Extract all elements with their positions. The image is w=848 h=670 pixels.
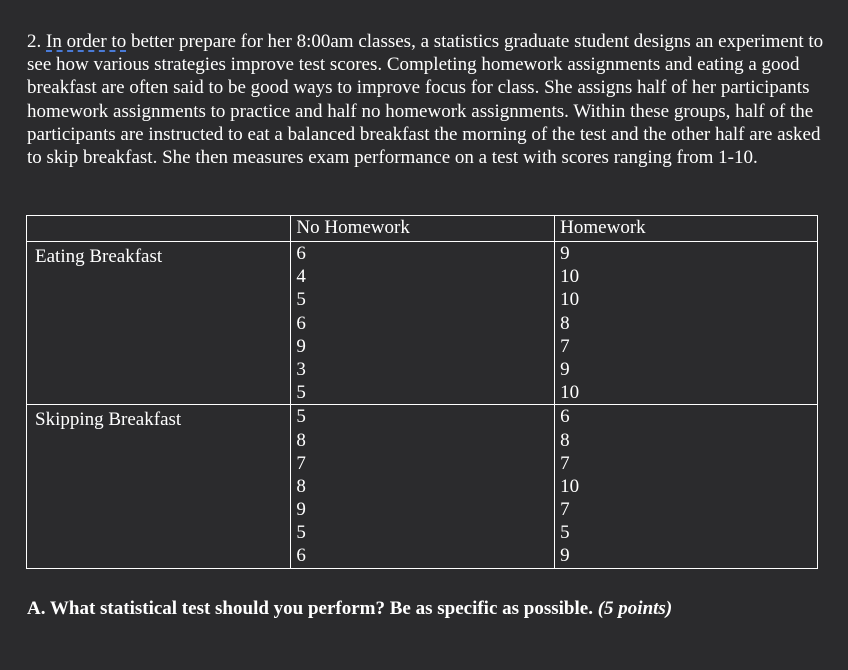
- part-a-text: A. What statistical test should you perform? Be as specific as possible.: [27, 598, 593, 619]
- cell-skipping-no-homework: [291, 405, 555, 568]
- score-value: 6: [296, 312, 306, 334]
- score-value: 10: [560, 289, 580, 311]
- score-value: 5: [296, 289, 306, 311]
- part-a-points: (5 points): [597, 598, 673, 619]
- score-value: 3: [296, 358, 306, 380]
- score-value: 6: [296, 545, 306, 567]
- score-value: 9: [560, 545, 570, 567]
- score-value: 8: [296, 475, 306, 497]
- row-label-skipping-breakfast: Skipping Breakfast: [27, 405, 291, 568]
- score-value: 10: [560, 382, 580, 404]
- score-value: 6: [560, 406, 570, 428]
- table-header-no-homework: No Homework: [291, 216, 555, 242]
- score-value: 7: [296, 452, 306, 474]
- score-value: 5: [296, 522, 306, 544]
- table-header-row: [27, 216, 818, 242]
- score-value: 9: [296, 499, 306, 521]
- cell-eating-no-homework: [291, 242, 555, 405]
- score-value: 4: [296, 266, 306, 288]
- row-label-eating-breakfast: Eating Breakfast: [27, 242, 291, 405]
- score-value: 8: [560, 429, 570, 451]
- question-text: [27, 30, 827, 169]
- score-value: 5: [296, 382, 306, 404]
- table-row-eating-breakfast: [27, 242, 818, 405]
- score-value: 5: [296, 406, 306, 428]
- score-value: 8: [296, 429, 306, 451]
- score-value: 7: [560, 499, 570, 521]
- question-body: better prepare for her 8:00am classes, a statistics graduate student designs an experiment to see how various strategies improve test scores. Completing homework assignments and eating a good breakfast are often said to be good ways to improve focus for class. She assigns half of her participants homework assignments to practice and half no homework assignments. Within these groups, half of the participants are instructed to eat a balanced breakfast the morning of the test and the other half are asked to skip breakfast. She then measures exam performance on a test with scores ranging from 1-10.: [27, 31, 824, 169]
- data-table: [26, 215, 818, 569]
- score-value: 10: [560, 475, 580, 497]
- cell-skipping-homework: [555, 405, 818, 568]
- score-value: 5: [560, 522, 570, 544]
- underlined-phrase: In order to: [46, 31, 127, 52]
- score-value: 9: [296, 335, 306, 357]
- score-value: 10: [560, 266, 580, 288]
- table-header-empty: [27, 216, 291, 242]
- score-value: 9: [560, 243, 570, 264]
- score-value: 8: [560, 312, 570, 334]
- score-value: 7: [560, 335, 570, 357]
- cell-eating-homework: [555, 242, 818, 405]
- score-value: 9: [560, 358, 570, 380]
- score-value: 6: [296, 243, 306, 264]
- question-number: 2.: [27, 31, 42, 52]
- table-row-skipping-breakfast: [27, 405, 818, 568]
- score-value: 7: [560, 452, 570, 474]
- table-header-homework: Homework: [555, 216, 818, 242]
- part-a-question: [27, 597, 672, 621]
